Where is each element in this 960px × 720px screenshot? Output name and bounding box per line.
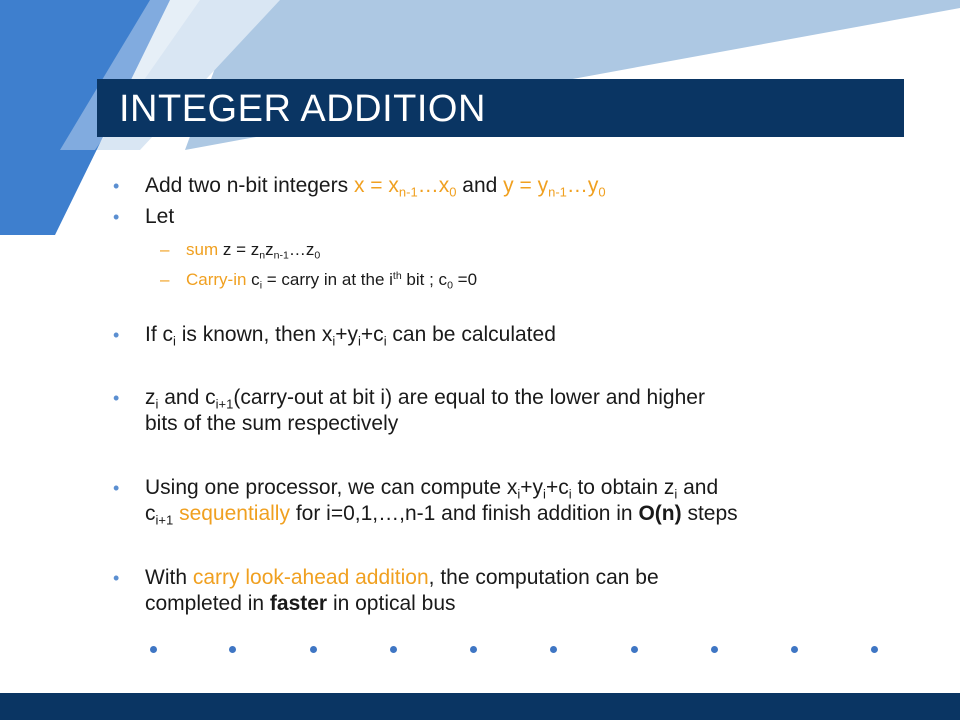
text-span: is known, then x [175, 323, 333, 346]
subscript: 0 [598, 184, 606, 200]
text-span: z = z [218, 240, 260, 259]
subscript: i [543, 486, 546, 502]
subscript: n [259, 249, 266, 262]
highlight-span: sequentially [173, 502, 290, 525]
bullet-add-integers [145, 174, 905, 198]
subscript: i [155, 396, 159, 412]
text-span: and c [158, 386, 216, 409]
text-span: +y [520, 476, 544, 499]
subscript: 0 [314, 249, 321, 262]
decorative-dot-row [0, 640, 960, 660]
text-span: to obtain z [571, 476, 675, 499]
text-span: for i=0,1,…,n-1 and finish addition in [289, 502, 639, 525]
bullet-one-processor-line2 [145, 502, 905, 526]
bold-span: O(n) [638, 502, 682, 525]
decorative-dot [631, 646, 638, 653]
text-span: c [145, 502, 156, 525]
subscript: i [358, 333, 361, 349]
decorative-dot [550, 646, 557, 653]
subscript: i [332, 333, 336, 349]
sub-bullet-carry-in [186, 269, 477, 291]
text-span: =0 [452, 270, 478, 289]
decorative-dot [711, 646, 718, 653]
subscript: i [383, 333, 387, 349]
text-span: completed in [145, 592, 270, 615]
bullet-marker: • [113, 478, 120, 498]
decorative-dot [150, 646, 157, 653]
subscript: 0 [447, 279, 453, 292]
subscript: i+1 [155, 512, 174, 528]
subscript: 0 [449, 184, 457, 200]
subscript: i [259, 279, 263, 292]
bullet-marker: • [113, 325, 120, 345]
text-span: …z [288, 240, 315, 259]
subscript: i [568, 486, 572, 502]
decorative-dot [871, 646, 878, 653]
decorative-dot [470, 646, 477, 653]
text-span: c [246, 270, 260, 289]
subscript: i [173, 333, 176, 349]
bullet-zi-ci [145, 386, 905, 410]
text-span: If c [145, 323, 174, 346]
text-span: , the computation can be [428, 566, 659, 589]
bullet-marker: • [113, 568, 120, 588]
text-span: steps [681, 502, 738, 525]
text-span: and [677, 476, 719, 499]
text-span: and [456, 174, 504, 197]
highlight-span: carry look-ahead addition [192, 566, 429, 589]
text-span: Using one processor, we can compute x [145, 476, 518, 499]
subscript: n-1 [273, 249, 289, 262]
superscript: th [392, 270, 402, 283]
sub-bullet-marker: – [160, 270, 170, 289]
text-span: +c [360, 323, 384, 346]
text-span: z [265, 240, 274, 259]
highlight-span: …y [566, 174, 599, 197]
decorative-dot [229, 646, 236, 653]
bullet-one-processor [145, 476, 905, 500]
subscript: i [674, 486, 678, 502]
text-span: = carry in at the i [262, 270, 393, 289]
bullet-let: Let [145, 205, 175, 228]
text-span: +c [545, 476, 569, 499]
bullet-zi-ci-line2: bits of the sum respectively [145, 412, 399, 435]
bullet-if-known [145, 323, 905, 347]
page-title: INTEGER ADDITION [119, 88, 486, 130]
bold-span: faster [269, 592, 328, 615]
subscript: n-1 [398, 184, 418, 200]
bullet-marker: • [113, 388, 120, 408]
highlight-span: y = y [503, 174, 549, 197]
sub-bullet-marker: – [160, 240, 170, 259]
decorative-dot [791, 646, 798, 653]
bullet-carry-lookahead-line2 [145, 592, 905, 616]
footer-bar [0, 693, 960, 720]
decorative-dot [310, 646, 317, 653]
highlight-span: sum [186, 240, 219, 259]
text-span: z [145, 386, 156, 409]
bullet-marker: • [113, 176, 120, 196]
sub-bullet-sum [186, 239, 320, 261]
highlight-span: …x [417, 174, 450, 197]
text-span: Add two n-bit integers [145, 174, 354, 197]
subscript: i+1 [215, 396, 234, 412]
highlight-span: x = x [353, 174, 399, 197]
bullet-marker: • [113, 207, 120, 227]
text-span: With [145, 566, 193, 589]
bullet-carry-lookahead [145, 566, 905, 590]
text-span: can be calculated [386, 323, 556, 346]
decorative-dot [390, 646, 397, 653]
subscript: n-1 [548, 184, 567, 200]
text-span: in optical bus [327, 592, 456, 615]
highlight-span: Carry-in [186, 270, 247, 289]
text-span: (carry-out at bit i) are equal to the lower and higher [233, 386, 705, 409]
text-span: bit ; c [401, 270, 448, 289]
text-span: +y [335, 323, 359, 346]
subscript: i [517, 486, 521, 502]
